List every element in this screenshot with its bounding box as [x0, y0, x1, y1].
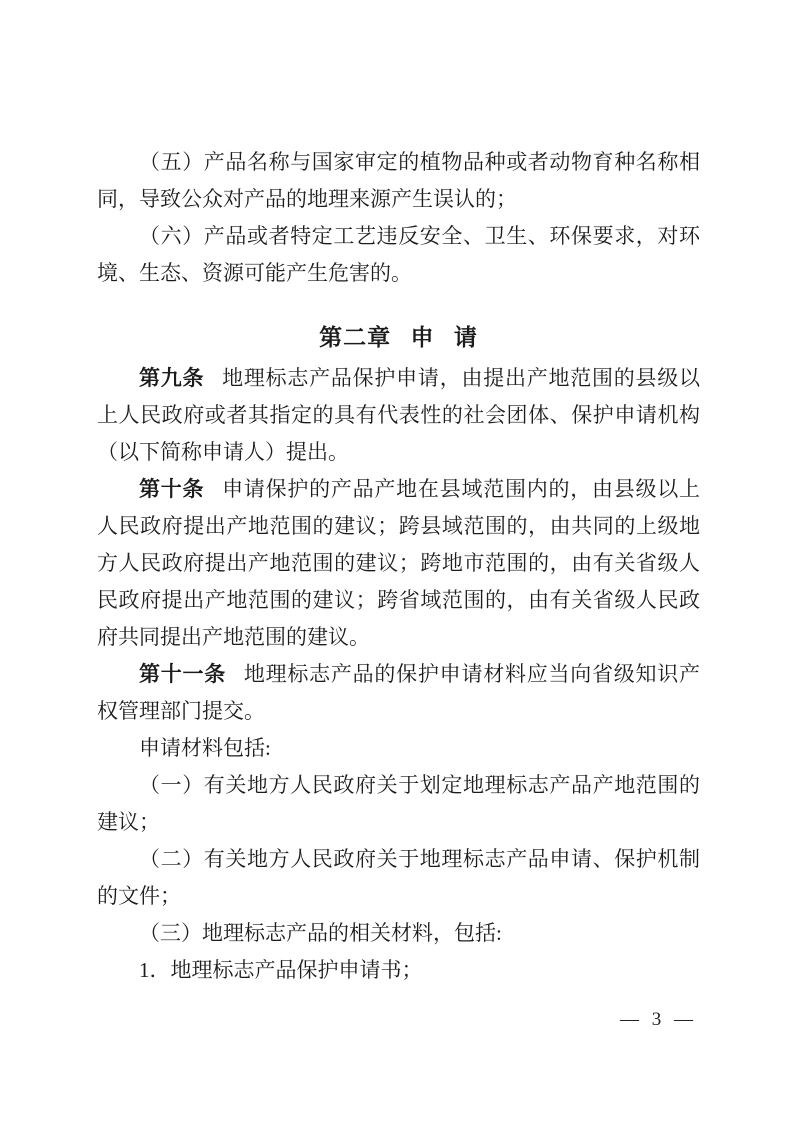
paragraph: 第十条 申请保护的产品产地在县域范围内的，由县级以上人民政府提出产地范围的建议；跨县域范围的，由共同的上级地方人民政府提出产地范围的建议；跨地市范围的，由有关省级人民政府提出产地范围的建议；跨省域范围的，由有关省级人民政府共同提出产地范围的建议。	[97, 477, 701, 649]
article-number: 第十条	[139, 477, 205, 501]
paragraph: （六）产品或者特定工艺违反安全、卫生、环保要求，对环境、生态、资源可能产生危害的。	[97, 224, 700, 285]
paragraph: 第十一条 地理标志产品的保护申请材料应当向省级知识产权管理部门提交。	[97, 662, 701, 723]
article-number: 第十一条	[139, 662, 227, 686]
paragraph: （五）产品名称与国家审定的植物品种或者动物育种名称相同，导致公众对产品的地理来源产生误认的；	[97, 150, 700, 211]
paragraph: 申请材料包括:	[139, 736, 271, 760]
paragraph: （三）地理标志产品的相关材料，包括:	[139, 921, 502, 945]
article-number: 第九条	[139, 366, 205, 390]
paragraph: （一）有关地方人民政府关于划定地理标志产品产地范围的建议；	[97, 773, 700, 834]
paragraph: 第九条 地理标志产品保护申请，由提出产地范围的县级以上人民政府或者其指定的具有代表性的社会团体、保护申请机构（以下简称申请人）提出。	[97, 366, 701, 464]
paragraph: （二）有关地方人民政府关于地理标志产品申请、保护机制的文件；	[97, 847, 700, 908]
chapter-heading: 第二章 申 请	[319, 325, 478, 350]
page-number: — 3 —	[620, 1009, 693, 1030]
paragraph: 1．地理标志产品保护申请书；	[139, 958, 423, 982]
